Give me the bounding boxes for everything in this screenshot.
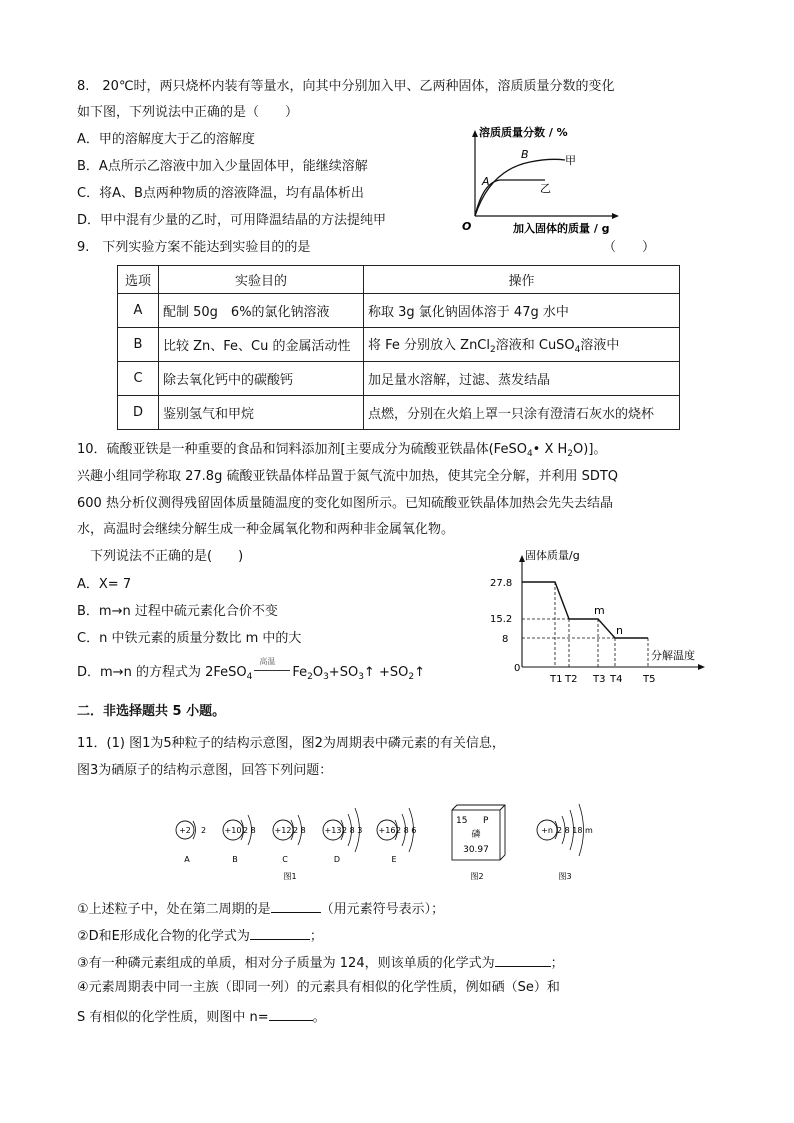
fig2-caption: 图2 xyxy=(470,872,484,881)
graph2-ylabel: 固体质量/g xyxy=(525,549,580,562)
x-tick-t1: T1 xyxy=(550,674,563,685)
selenium-atom-diagram xyxy=(537,804,593,856)
text: ↑ +SO xyxy=(363,665,409,680)
atom-diagram xyxy=(176,821,206,864)
text: • X H xyxy=(532,442,568,457)
subscript: 4 xyxy=(526,449,533,459)
q8-line1: 8. 20℃时，两只烧杯内装有等量水，向其中分别加入甲、乙两种固体，溶质质量分数的变化 xyxy=(77,79,615,94)
text: D．m→n 的方程式为 2FeSO xyxy=(77,665,247,680)
atomic-mass: 30.97 xyxy=(463,845,489,855)
label-m: m xyxy=(594,604,605,617)
subscript: 3 xyxy=(323,672,329,682)
y-tick-8: 8 xyxy=(502,634,509,645)
text: Fe xyxy=(292,665,308,680)
question-text: ③有一种磷元素组成的单质，相对分子质量为 124，则该单质的化学式为 xyxy=(77,956,495,971)
question-text: ①上述粒子中，处在第二周期的是 xyxy=(77,902,271,917)
q11-sub3 xyxy=(77,952,564,973)
point-a-label: A xyxy=(482,175,490,188)
q11-sub4a: ④元素周期表中同一主族（即同一列）的元素具有相似的化学性质，例如硒（Se）和 xyxy=(77,980,560,995)
text: +SO xyxy=(328,665,359,680)
electron-shells: 2 xyxy=(201,826,207,835)
row-goal: 鉴别氢气和甲烷 xyxy=(159,396,364,430)
text: O)]。 xyxy=(573,442,607,457)
y-tick-27.8: 27.8 xyxy=(490,578,513,589)
atom-diagram xyxy=(223,815,256,864)
curve-jia-label: 甲 xyxy=(565,154,576,167)
solubility-graph xyxy=(455,120,655,238)
q11-sub1 xyxy=(77,898,444,919)
element-symbol: P xyxy=(483,816,489,826)
q10-line4: 水，高温时会继续分解生成一种金属氧化物和两种非金属氧化物。 xyxy=(77,522,455,537)
q11-sub4b xyxy=(77,1006,326,1027)
q8-option-c: C．将A、B点两种物质的溶液降温，均有晶体析出 xyxy=(77,186,364,201)
q8-option-d: D．甲中混有少量的乙时，可用降温结晶的方法提纯甲 xyxy=(77,213,387,228)
q8-line2: 如下图，下列说法中正确的是（ ） xyxy=(77,105,299,120)
electron-shells: 2 8 xyxy=(293,826,306,835)
x-tick-t3: T3 xyxy=(593,674,606,685)
row-goal: 配制 50g 6%的氯化钠溶液 xyxy=(159,294,364,328)
graph-xlabel: 加入固体的质量 / g xyxy=(513,222,610,235)
q10-line1 xyxy=(77,441,606,463)
atom-diagram xyxy=(323,808,362,864)
q10-option-d xyxy=(77,657,425,686)
op-subscript: 2 xyxy=(490,345,496,355)
fig3-caption: 图3 xyxy=(558,872,572,881)
atom-label: E xyxy=(391,855,397,864)
row-option: A xyxy=(118,294,159,328)
question-text: ； xyxy=(309,929,323,944)
curve-yi-label: 乙 xyxy=(540,182,551,195)
element-name: 磷 xyxy=(471,830,481,840)
row-option: B xyxy=(118,328,159,362)
atom-diagram xyxy=(273,815,306,864)
y-tick-15.2: 15.2 xyxy=(490,614,513,625)
reaction-arrow xyxy=(252,657,292,676)
question-text: 。 xyxy=(312,1010,326,1025)
atom-label: C xyxy=(282,855,288,864)
text: 10．硫酸亚铁是一种重要的食品和饲料添加剂[主要成分为硫酸亚铁晶体(FeSO xyxy=(77,442,527,457)
subscript: 2 xyxy=(307,672,313,682)
fig1-caption: 图1 xyxy=(283,872,297,881)
question-text: （用元素符号表示）； xyxy=(320,902,445,917)
op-text: 溶液和 CuSO xyxy=(495,338,575,353)
atom-label: B xyxy=(232,855,238,864)
mass-curve xyxy=(522,582,648,638)
q11-sub2 xyxy=(77,925,323,946)
table-row xyxy=(118,396,680,430)
table-header-row xyxy=(118,266,680,294)
header-operation: 操作 xyxy=(364,266,680,294)
q10-option-c: C．n 中铁元素的质量分数比 m 中的大 xyxy=(77,631,302,646)
q10-line2: 兴趣小组同学称取 27.8g 硫酸亚铁晶体样品置于氮气流中加热，使其完全分解，并利用 SDTQ xyxy=(77,469,619,484)
atom-label: A xyxy=(184,855,190,864)
answer-blank[interactable] xyxy=(495,952,551,967)
electron-shells: 2 8 xyxy=(243,826,256,835)
graph2-origin: 0 xyxy=(514,663,521,674)
atom-structure-figures xyxy=(165,790,625,885)
q9-bracket: （ ） xyxy=(603,240,656,255)
graph-ylabel: 溶质质量分数 / % xyxy=(479,126,568,139)
q10-option-a: A．X= 7 xyxy=(77,577,132,592)
row-option: D xyxy=(118,396,159,430)
question-text: S 有相似的化学性质，则图中 n= xyxy=(77,1010,269,1025)
row-operation xyxy=(364,328,680,362)
header-option: 选项 xyxy=(118,266,159,294)
table-row xyxy=(118,294,680,328)
question-text: ②D和E形成化合物的化学式为 xyxy=(77,929,250,944)
q8-option-b: B．A点所示乙溶液中加入少量固体甲，能继续溶解 xyxy=(77,159,368,174)
table-row xyxy=(118,328,680,362)
x-tick-t2: T2 xyxy=(565,674,578,685)
label-n: n xyxy=(616,624,623,637)
decomposition-graph xyxy=(485,548,730,688)
electron-shells: 2 8 6 xyxy=(396,826,417,835)
q10-option-b: B．m→n 过程中硫元素化合价不变 xyxy=(77,604,278,619)
table-row xyxy=(118,362,680,396)
q8-option-a: A．甲的溶解度大于乙的溶解度 xyxy=(77,132,255,147)
q10-line3: 600 热分析仪测得残留固体质量随温度的变化如图所示。已知硫酸亚铁晶体加热会先失去结晶 xyxy=(77,496,613,511)
text: O xyxy=(312,665,324,680)
nucleus-charge: +12 xyxy=(274,826,292,835)
graph2-xlabel: 分解温度 xyxy=(651,649,695,662)
nucleus-charge: +2 xyxy=(179,826,191,835)
op-text: 溶液中 xyxy=(580,338,620,353)
row-operation: 加足量水溶解，过滤、蒸发结晶 xyxy=(364,362,680,396)
x-tick-t4: T4 xyxy=(610,674,623,685)
subscript: 3 xyxy=(358,672,364,682)
row-goal: 除去氧化钙中的碳酸钙 xyxy=(159,362,364,396)
q11-line2: 图3为硒原子的结构示意图，回答下列问题： xyxy=(77,763,333,778)
q11-line1: 11．(1) 图1为5种粒子的结构示意图，图2为周期表中磷元素的有关信息， xyxy=(77,736,505,751)
row-option: C xyxy=(118,362,159,396)
periodic-element-box xyxy=(452,805,505,860)
row-operation: 称取 3g 氯化钠固体溶于 47g 水中 xyxy=(364,294,680,328)
answer-blank[interactable] xyxy=(271,898,321,913)
point-b-label: B xyxy=(521,148,529,161)
q10-line5: 下列说法不正确的是( ) xyxy=(90,549,244,564)
op-subscript: 4 xyxy=(574,345,581,355)
row-operation: 点燃，分别在火焰上罩一只涂有澄清石灰水的烧杯 xyxy=(364,396,680,430)
graph-origin: O xyxy=(462,220,472,233)
x-tick-t5: T5 xyxy=(643,674,656,685)
text: ↑ xyxy=(414,665,425,680)
electron-shells: 2 8 18 m xyxy=(557,826,593,835)
atomic-number: 15 xyxy=(456,816,468,826)
electron-shells: 2 8 3 xyxy=(342,826,363,835)
nucleus-charge: +16 xyxy=(378,826,396,835)
subscript: 4 xyxy=(246,672,253,682)
subscript: 2 xyxy=(408,672,415,682)
atom-label: D xyxy=(333,855,341,864)
question-text: ； xyxy=(550,956,564,971)
header-goal: 实验目的 xyxy=(159,266,364,294)
answer-blank[interactable] xyxy=(250,925,310,940)
row-goal: 比较 Zn、Fe、Cu 的金属活动性 xyxy=(159,328,364,362)
atom-diagram xyxy=(377,808,416,864)
op-text: 将 Fe 分别放入 ZnCl xyxy=(368,338,490,353)
nucleus-charge: +10 xyxy=(224,826,242,835)
subscript: 2 xyxy=(567,449,574,459)
nucleus-charge: +13 xyxy=(324,826,342,835)
answer-blank[interactable] xyxy=(269,1006,313,1021)
nucleus-charge: +n xyxy=(541,826,553,835)
section-heading: 二．非选择题共 5 小题。 xyxy=(77,704,226,719)
reaction-condition: 高温 xyxy=(259,657,276,666)
q9-stem: 9. 下列实验方案不能达到实验目的的是 xyxy=(77,240,311,255)
q9-table xyxy=(117,265,680,430)
